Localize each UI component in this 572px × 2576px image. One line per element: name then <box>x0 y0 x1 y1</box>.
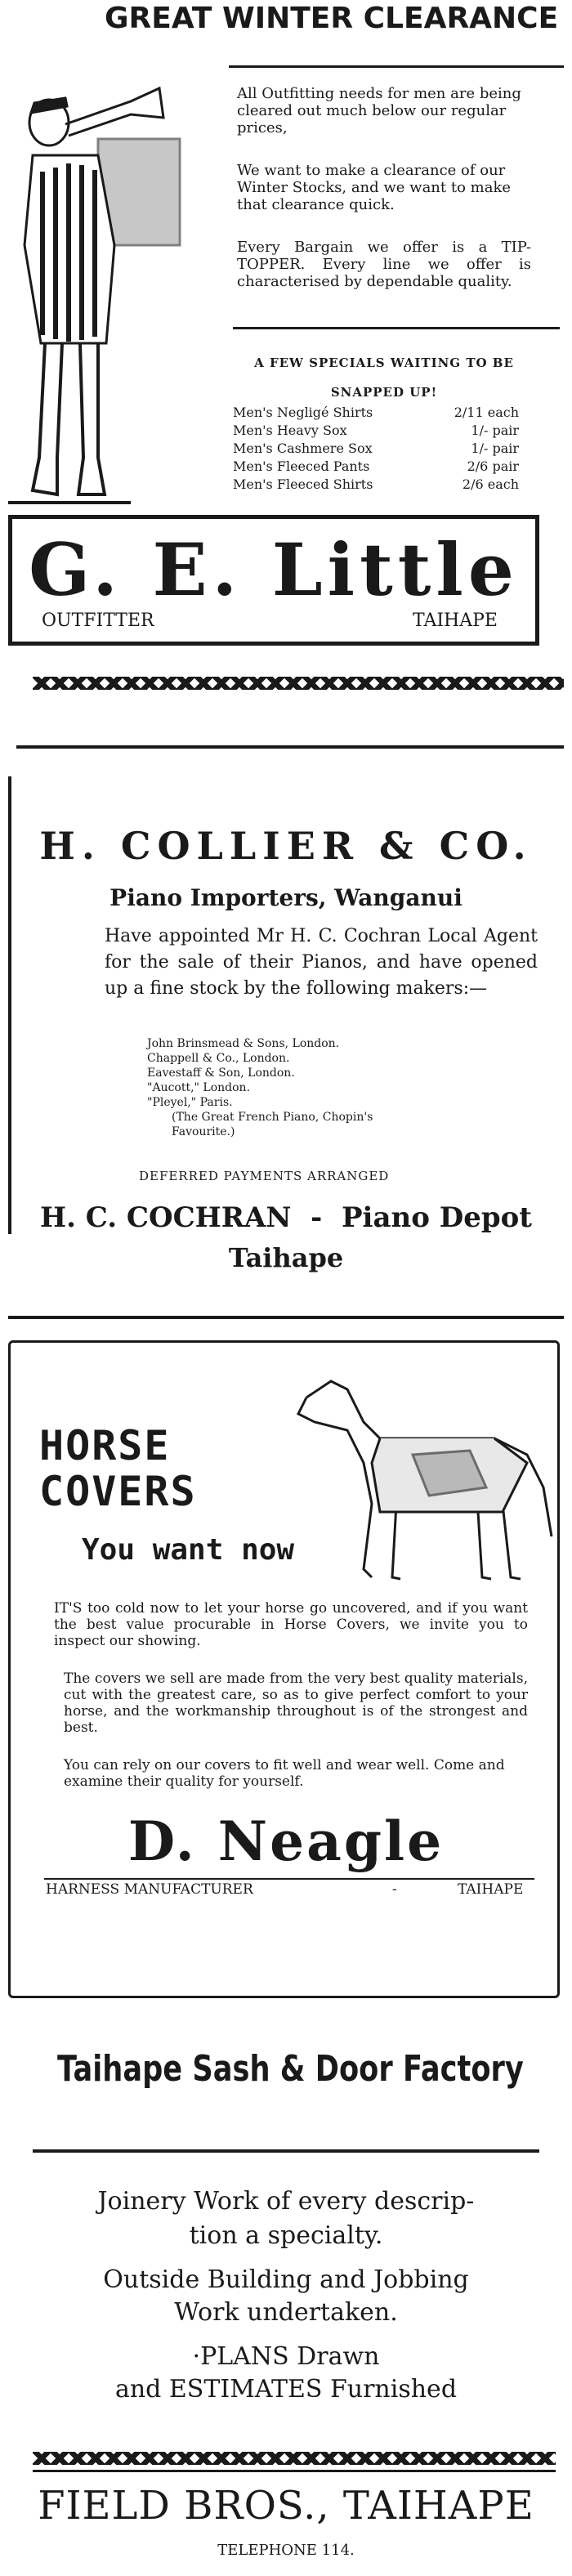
specials-heading: A FEW SPECIALS WAITING TO BE SNAPPED UP! <box>254 356 514 400</box>
collier-bottom-rule <box>8 1316 564 1319</box>
sash-zigzag-border <box>33 2452 556 2465</box>
specials-list <box>233 404 519 494</box>
sash-line-5: ·PLANS Drawn <box>192 2342 380 2371</box>
sash-line-2: tion a specialty. <box>189 2221 383 2250</box>
sash-line-6: and ESTIMATES Furnished <box>114 2375 458 2404</box>
list-item: Eavestaff & Son, London. <box>147 1067 295 1080</box>
list-item: Men's Negligé Shirts 2/11 each <box>233 405 519 420</box>
list-item: Men's Heavy Sox 1/- pair <box>233 423 519 438</box>
sash-line-4: Work undertaken. <box>174 2298 398 2327</box>
neagle-separator: - <box>392 1881 397 1898</box>
neagle-paragraph-1: IT'S too cold now to let your horse go uncovered, and if you want the best value procurable in Horse Covers, we invite you to inspect our showing. <box>54 1600 528 1649</box>
little-trade: OUTFITTER <box>42 610 154 631</box>
horse-covers-tagline: You want now <box>82 1533 295 1567</box>
covered-horse-illustration <box>290 1373 560 1585</box>
herald-figure-illustration <box>8 82 196 515</box>
neagle-town: TAIHAPE <box>458 1881 524 1898</box>
neagle-advertisement <box>0 1340 572 2010</box>
collier-payments: DEFERRED PAYMENTS ARRANGED <box>139 1169 390 1183</box>
title-rule <box>229 65 564 68</box>
sash-bottom-rule <box>33 2470 556 2472</box>
collier-subtitle: Piano Importers, Wanganui <box>109 884 463 911</box>
collier-agent-town: Taihape <box>228 1242 344 1273</box>
list-item: Men's Fleeced Pants 2/6 pair <box>233 458 519 474</box>
collier-name: H. COLLIER & CO. <box>39 824 533 868</box>
list-item: John Brinsmead & Sons, London. <box>147 1037 340 1050</box>
horse-covers-heading-1: HORSE <box>39 1422 171 1469</box>
list-item: "Aucott," London. <box>147 1081 251 1094</box>
little-shop-name: G. E. Little <box>29 527 519 612</box>
sash-line-3: Outside Building and Jobbing <box>103 2265 469 2294</box>
list-item: "Pleyel," Paris. <box>147 1096 233 1109</box>
collier-advertisement <box>0 736 572 1324</box>
collier-top-rule <box>16 745 564 749</box>
neagle-shop-name: D. Neagle <box>127 1809 445 1873</box>
collier-agent-line: H. C. COCHRAN - Piano Depot <box>40 1201 532 1234</box>
sash-door-advertisement <box>0 2019 572 2576</box>
makers-list <box>147 1036 474 1139</box>
field-bros-telephone: TELEPHONE 114. <box>217 2542 355 2559</box>
horse-covers-heading-2: COVERS <box>39 1468 197 1515</box>
neagle-name-rule <box>44 1878 534 1880</box>
little-zigzag-border <box>33 677 564 690</box>
neagle-paragraph-2: The covers we sell are made from the very best quality materials, cut with the greatest care, so as to give perfect comfort to your horse, and the workmanship throughout is of the strongest and best. <box>64 1670 528 1736</box>
sash-door-title: Taihape Sash & Door Factory <box>57 2048 524 2090</box>
list-item: (The Great French Piano, Chopin's Favourite.) <box>172 1111 373 1138</box>
clearance-paragraph-1: All Outfitting needs for men are being cleared out much below our regular prices, <box>237 85 521 136</box>
little-name-box <box>8 515 539 646</box>
little-town: TAIHAPE <box>413 610 498 631</box>
list-item: Chappell & Co., London. <box>147 1052 290 1065</box>
clearance-paragraph-2: We want to make a clearance of our Winter Stocks, and we want to make that clearance quick. <box>237 162 512 213</box>
list-item: Men's Fleeced Shirts 2/6 each <box>233 476 519 492</box>
neagle-paragraph-3: You can rely on our covers to fit well and wear well. Come and examine their quality for yourself. <box>64 1757 505 1790</box>
field-bros-name: FIELD BROS., TAIHAPE <box>38 2483 534 2529</box>
sash-top-rule <box>33 2149 539 2153</box>
clearance-title: GREAT WINTER CLEARANCE <box>105 2 559 35</box>
neagle-trade: HARNESS MANUFACTURER <box>46 1881 253 1898</box>
little-advertisement <box>0 0 572 703</box>
specials-top-rule <box>233 327 560 329</box>
sash-line-1: Joinery Work of every descrip- <box>97 2187 475 2216</box>
collier-body: Have appointed Mr H. C. Cochran Local Agent for the sale of their Pianos, and have opened up a fine stock by the following makers:— <box>105 926 538 999</box>
clearance-paragraph-3: Every Bargain we offer is a TIP-TOPPER. Every line we offer is characterised by dependable quality. <box>237 239 531 290</box>
list-item: Men's Cashmere Sox 1/- pair <box>233 441 519 456</box>
